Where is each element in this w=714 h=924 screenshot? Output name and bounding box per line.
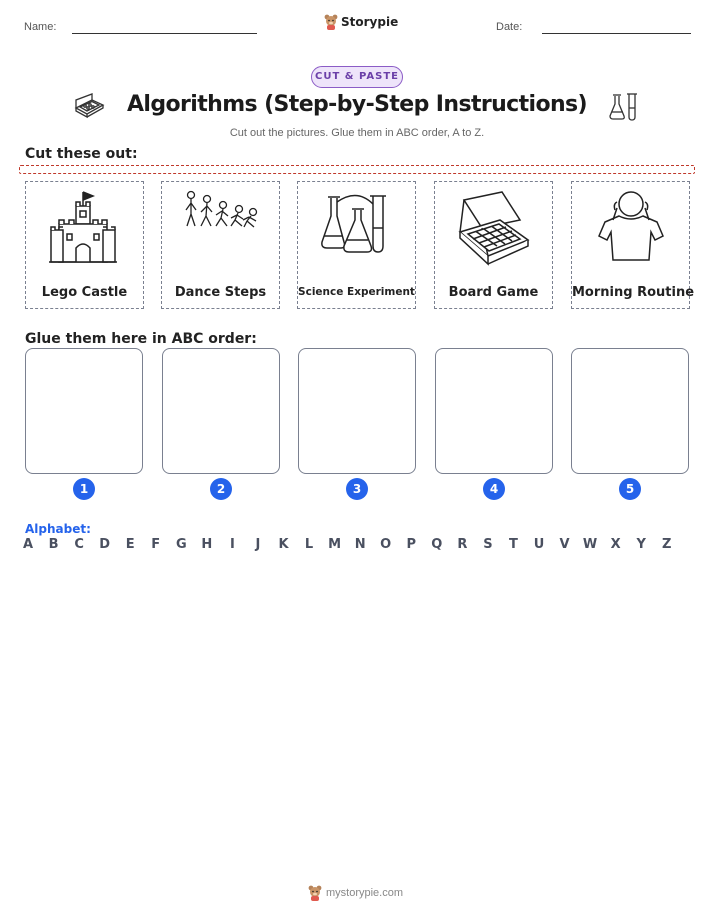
shirt-icon <box>591 190 671 266</box>
alphabet-letter: N <box>354 537 366 552</box>
alphabet-letter: Y <box>636 537 646 552</box>
date-label: Date: <box>496 21 523 33</box>
alphabet-letter: H <box>201 537 213 552</box>
alphabet-letter: X <box>610 537 621 552</box>
card-label: Lego Castle <box>41 285 128 300</box>
alphabet-letter: T <box>509 537 518 552</box>
cut-card-morning-routine[interactable] <box>571 181 695 309</box>
dancers-icon <box>181 190 261 240</box>
date-line[interactable] <box>542 33 691 34</box>
board-game-icon <box>454 190 534 266</box>
bear-icon <box>324 14 338 30</box>
cut-section-heading: Cut these out: <box>25 146 138 162</box>
slot-number: 5 <box>619 478 641 500</box>
alphabet-letter: G <box>175 537 187 552</box>
flasks-icon <box>317 190 397 260</box>
name-label: Name: <box>24 21 57 33</box>
footer <box>308 885 403 901</box>
alphabet-letter: I <box>229 537 235 552</box>
castle-icon <box>45 190 125 272</box>
alphabet-letter: U <box>533 537 545 552</box>
alphabet-letter: F <box>151 537 161 552</box>
alphabet-letter: E <box>125 537 135 552</box>
cut-card-board-game[interactable] <box>434 181 553 309</box>
alphabet-letter: S <box>483 537 493 552</box>
alphabet-letter: C <box>74 537 84 552</box>
name-line[interactable] <box>72 33 257 34</box>
card-label: Dance Steps <box>174 285 267 300</box>
slot-number: 3 <box>346 478 368 500</box>
brand-name: Storypie <box>341 15 399 29</box>
alphabet-letter: M <box>328 537 342 552</box>
slot-number: 4 <box>483 478 505 500</box>
alphabet-letter: V <box>559 537 570 552</box>
card-label: Morning Routine <box>572 285 695 300</box>
alphabet-letter: W <box>582 537 598 552</box>
cut-card-dance-steps[interactable] <box>161 181 280 309</box>
cut-card-science-experiment[interactable] <box>297 181 416 309</box>
glue-slot-4[interactable] <box>435 348 553 474</box>
activity-badge: CUT & PASTE <box>311 66 403 88</box>
page-title: Algorithms (Step-by-Step Instructions) <box>127 92 587 117</box>
glue-slot-5[interactable] <box>571 348 689 474</box>
slot-number: 1 <box>73 478 95 500</box>
glue-slot-1[interactable] <box>25 348 143 474</box>
alphabet-letter: R <box>457 537 468 552</box>
alphabet-letter: Z <box>662 537 672 552</box>
instructions-text: Cut out the pictures. Glue them in ABC order, A to Z. <box>229 127 485 139</box>
alphabet-letter: O <box>380 537 392 552</box>
footer-url: mystorypie.com <box>326 887 404 899</box>
glue-section-heading: Glue them here in ABC order: <box>25 331 257 347</box>
alphabet-letter: J <box>255 537 261 552</box>
bear-icon <box>308 885 322 901</box>
alphabet-letter: D <box>99 537 111 552</box>
cut-card-lego-castle[interactable] <box>25 181 144 309</box>
alphabet-letter: P <box>406 537 417 552</box>
alphabet-letter: Q <box>431 537 443 552</box>
brand-logo <box>324 14 398 30</box>
alphabet-letter: K <box>278 537 289 552</box>
alphabet-strip <box>22 537 690 555</box>
alphabet-label: Alphabet: <box>25 522 91 536</box>
slot-number: 2 <box>210 478 232 500</box>
card-label: Board Game <box>448 285 539 300</box>
card-label: Science Experiment <box>298 286 415 298</box>
glue-slot-3[interactable] <box>298 348 416 474</box>
cut-line <box>19 165 695 174</box>
board-game-icon <box>72 92 106 120</box>
alphabet-letter: A <box>22 537 34 552</box>
glue-slot-2[interactable] <box>162 348 280 474</box>
alphabet-letter: B <box>48 537 59 552</box>
alphabet-letter: L <box>304 537 314 552</box>
flasks-icon <box>608 92 640 122</box>
